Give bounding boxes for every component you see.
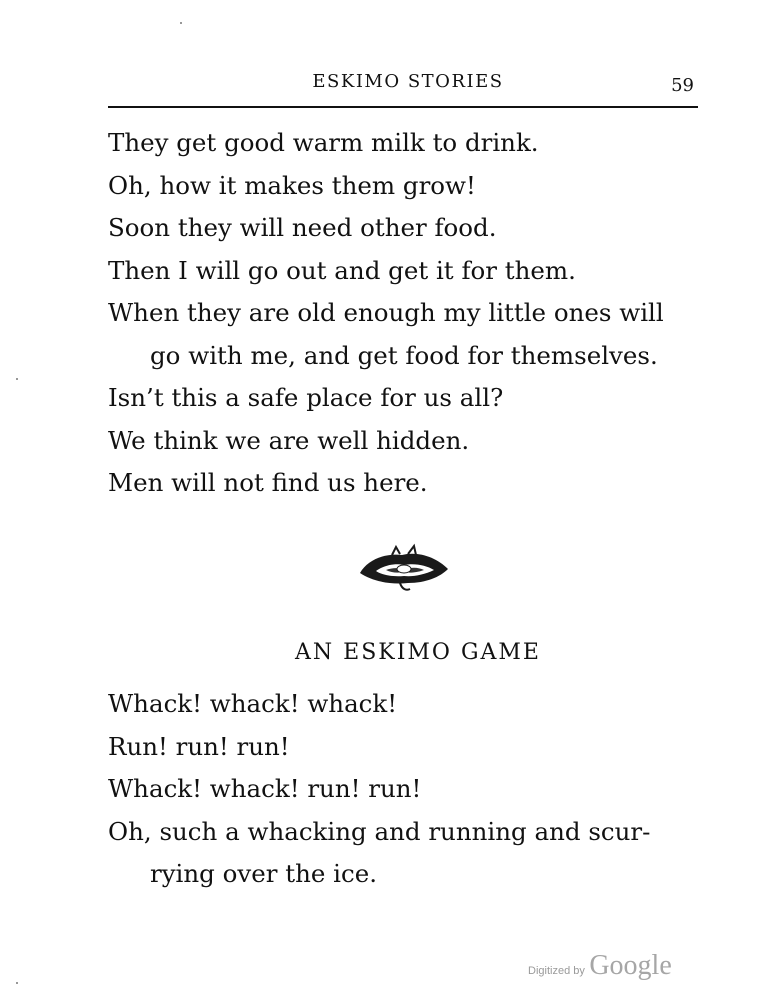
section-title: AN ESKIMO GAME: [295, 640, 541, 665]
running-title: ESKIMO STORIES: [312, 71, 504, 92]
text-line: Whack! whack! run! run!: [108, 774, 422, 803]
scan-speck: [16, 378, 18, 380]
text-line: Men will not find us here.: [108, 468, 428, 497]
poem-text-block-2: [108, 683, 708, 896]
watermark-prefix: Digitized by: [528, 965, 585, 977]
text-line: Whack! whack! whack!: [108, 689, 398, 718]
text-line: When they are old enough my little ones will: [108, 298, 664, 327]
text-line: Oh, such a whacking and running and scur-: [108, 816, 651, 846]
page-number: 59: [671, 75, 694, 96]
text-line: Oh, how it makes them grow!: [108, 170, 476, 200]
text-line: rying over the ice.: [150, 859, 377, 888]
text-line: Run! run! run!: [108, 731, 290, 761]
ornament-icon: [356, 543, 452, 595]
scan-speck: [16, 982, 18, 984]
text-line: Then I will go out and get it for them.: [108, 255, 576, 285]
text-line: We think we are well hidden.: [108, 425, 470, 455]
text-line: Soon they will need other food.: [108, 213, 497, 242]
text-line: go with me, and get food for themselves.: [150, 340, 658, 370]
google-logo: Google: [589, 950, 672, 981]
text-line: They get good warm milk to drink.: [108, 128, 539, 157]
digitization-watermark: [528, 950, 672, 982]
running-header: [108, 66, 698, 108]
scan-speck: [180, 22, 182, 24]
poem-text-block: [108, 122, 708, 505]
text-line: Isn’t this a safe place for us all?: [108, 383, 504, 412]
